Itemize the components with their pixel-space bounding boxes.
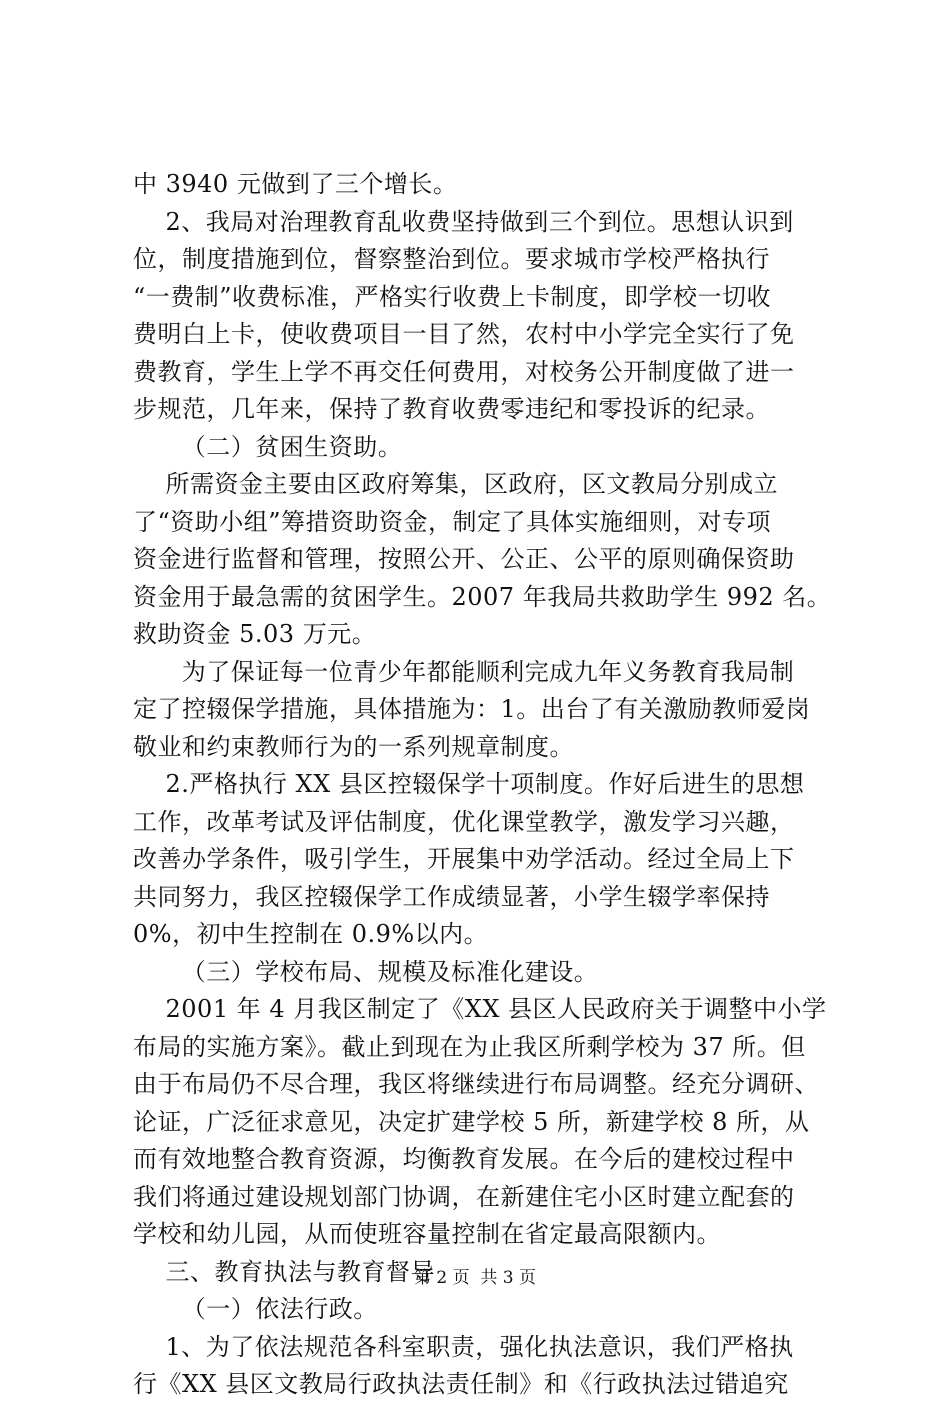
- text-line: 定了控辍保学措施，具体措施为：1。出台了有关激励教师爱岗: [133, 695, 811, 723]
- section-heading: （三）学校布局、规模及标准化建设。: [133, 957, 599, 986]
- section-heading: （二）贫困生资助。: [133, 432, 403, 461]
- text-line: 为了保证每一位青少年都能顺利完成九年义务教育我局制: [133, 657, 795, 686]
- text-line: 所需资金主要由区政府筹集，区政府，区文教局分别成立: [133, 470, 779, 498]
- text-line: 敬业和约束教师行为的一系列规章制度。: [133, 732, 574, 761]
- text-line: 1、为了依法规范各科室职责，强化执法意识，我们严格执: [133, 1332, 794, 1361]
- text-line: 费教育，学生上学不再交任何费用，对校务公开制度做了进一: [133, 357, 795, 386]
- text-line: 共同努力，我区控辍保学工作成绩显著，小学生辍学率保持: [133, 882, 770, 911]
- text-line: 资金用于最急需的贫困学生。2007 年我局共救助学生 992 名。: [133, 582, 832, 611]
- text-line: 费明白上卡，使收费项目一目了然，农村中小学完全实行了免: [133, 320, 795, 348]
- text-line: 工作，改革考试及评估制度，优化课堂教学，激发学习兴趣，: [133, 807, 795, 836]
- section-heading: 三、教育执法与教育督导: [133, 1257, 436, 1286]
- text-line: 步规范，几年来，保持了教育收费零违纪和零投诉的纪录。: [133, 395, 770, 423]
- text-line: 行《XX 县区文教局行政执法责任制》和《行政执法过错追究: [133, 1370, 789, 1398]
- text-line: “一费制”收费标准，严格实行收费上卡制度，即学校一切收: [133, 282, 772, 311]
- text-line: 2001 年 4 月我区制定了《XX 县区人民政府关于调整中小学: [133, 995, 827, 1023]
- text-line: 我们将通过建设规划部门协调，在新建住宅小区时建立配套的: [133, 1182, 795, 1211]
- text-line: 论证，广泛征求意见，决定扩建学校 5 所，新建学校 8 所，从: [133, 1107, 810, 1136]
- page-number-footer: 第 2 页 共 3 页: [413, 1268, 537, 1288]
- text-line: 位，制度措施到位，督察整治到位。要求城市学校严格执行: [133, 245, 770, 273]
- body-text: [133, 166, 833, 1404]
- text-line: 中 3940 元做到了三个增长。: [133, 170, 458, 198]
- text-line: 了“资助小组”筹措资助资金，制定了具体实施细则，对专项: [133, 507, 772, 536]
- section-heading: （一）依法行政。: [133, 1295, 378, 1323]
- text-line: 救助资金 5.03 万元。: [133, 620, 377, 648]
- text-line: 2、我局对治理教育乱收费坚持做到三个到位。思想认识到: [133, 207, 794, 236]
- text-line: 资金进行监督和管理，按照公开、公正、公平的原则确保资助: [133, 545, 795, 573]
- text-line: 布局的实施方案》。截止到现在为止我区所剩学校为 37 所。但: [133, 1032, 806, 1061]
- text-line: 0%，初中生控制在 0.9%以内。: [133, 920, 489, 948]
- text-line: 由于布局仍不尽合理，我区将继续进行布局调整。经充分调研、: [133, 1070, 819, 1098]
- text-line: 改善办学条件，吸引学生，开展集中劝学活动。经过全局上下: [133, 845, 795, 873]
- text-line: 而有效地整合教育资源，均衡教育发展。在今后的建校过程中: [133, 1145, 795, 1173]
- text-line: 2.严格执行 XX 县区控辍保学十项制度。作好后进生的思想: [133, 770, 805, 798]
- text-line: 学校和幼儿园，从而使班容量控制在省定最高限额内。: [133, 1220, 721, 1248]
